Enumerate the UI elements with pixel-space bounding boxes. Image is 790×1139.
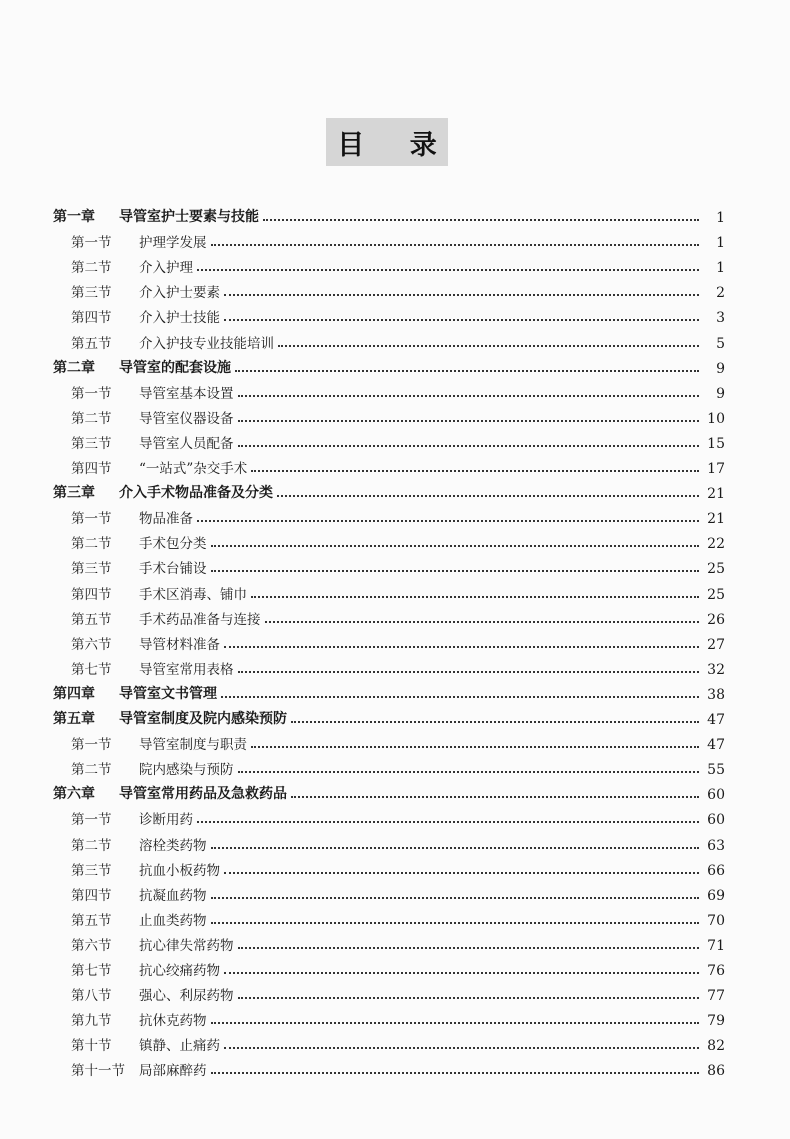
toc-page-number: 76: [707, 963, 725, 979]
toc-entry-title: 介入手术物品准备及分类: [119, 485, 273, 502]
toc-page-number: 32: [707, 661, 725, 678]
toc-section-row[interactable]: [71, 1004, 725, 1029]
toc-entry-title: 导管室文书管理: [119, 685, 217, 702]
toc-page-number: 21: [707, 486, 725, 503]
toc-dot-leader: [197, 519, 699, 522]
toc-entry-number: 第六节: [71, 937, 112, 954]
toc-entry-number: 第七节: [71, 661, 112, 678]
toc-page-number: 47: [707, 737, 725, 754]
toc-page-number: 25: [707, 561, 725, 578]
toc-page-number: 69: [707, 887, 725, 904]
toc-entry-label: [71, 306, 220, 326]
toc-entry-title: “一站式”杂交手术: [139, 461, 248, 477]
toc-section-row[interactable]: [71, 452, 725, 477]
toc-entry-label: [53, 357, 231, 377]
toc-entry-number: 第十一节: [71, 1063, 125, 1080]
toc-entry-label: [71, 859, 220, 879]
toc-entry-title: 溶栓类药物: [139, 837, 207, 854]
toc-dot-leader: [238, 394, 700, 397]
toc-dot-leader: [251, 745, 699, 748]
toc-entry-title: 手术台铺设: [139, 561, 207, 578]
toc-section-row[interactable]: [71, 854, 725, 879]
toc-entry-number: 第三章: [53, 485, 95, 502]
toc-chapter-row[interactable]: [53, 703, 725, 728]
toc-entry-number: 第二节: [71, 837, 112, 854]
toc-dot-leader: [211, 1071, 700, 1074]
toc-entry-number: 第二节: [71, 762, 112, 779]
toc-section-row[interactable]: [71, 879, 725, 904]
toc-dot-leader: [224, 1046, 699, 1049]
toc-page-number: 86: [707, 1063, 725, 1080]
toc-entry-label: [71, 959, 220, 979]
toc-entry-label: [53, 708, 287, 728]
toc-page-number: 26: [707, 611, 725, 628]
toc-entry-title: 局部麻醉药: [139, 1063, 207, 1080]
toc-entry-label: [71, 256, 193, 276]
toc-entry-label: [71, 407, 234, 427]
toc-entry-number: 第八节: [71, 988, 112, 1005]
toc-entry-title: 介入护士技能: [139, 310, 220, 327]
toc-entry-label: [71, 1009, 207, 1029]
toc-section-row[interactable]: [71, 301, 725, 326]
toc-dot-leader: [238, 770, 700, 773]
toc-page-number: 1: [716, 210, 725, 226]
toc-dot-leader: [251, 595, 699, 598]
toc-dot-leader: [251, 469, 699, 472]
toc-section-row[interactable]: [71, 552, 725, 577]
toc-dot-leader: [221, 695, 699, 698]
toc-entry-title: 介入护士要素: [139, 285, 220, 302]
toc-page-number: 77: [707, 988, 725, 1005]
toc-dot-leader: [224, 871, 699, 874]
toc-dot-leader: [291, 795, 699, 798]
toc-section-row[interactable]: [71, 603, 725, 628]
toc-entry-label: [71, 608, 261, 628]
toc-entry-label: [71, 583, 247, 603]
toc-page-number: 66: [707, 862, 725, 879]
toc-entry-label: [71, 884, 207, 904]
toc-page-number: 71: [707, 937, 725, 954]
toc-dot-leader: [211, 544, 700, 547]
toc-entry-title: 手术区消毒、铺巾: [139, 586, 247, 603]
toc-entry-number: 第五节: [71, 611, 112, 628]
toc-section-row[interactable]: [71, 904, 725, 929]
toc-dot-leader: [291, 720, 699, 723]
toc-entry-number: 第一章: [53, 209, 95, 225]
toc-entry-label: [71, 808, 193, 828]
toc-entry-number: 第一节: [71, 511, 112, 528]
toc-entry-number: 第十节: [71, 1038, 112, 1055]
toc-section-row[interactable]: [71, 251, 725, 276]
toc-entry-title: 介入护技专业技能培训: [139, 335, 274, 352]
toc-entry-title: 导管室制度与职责: [139, 737, 247, 754]
toc-page-number: 15: [707, 435, 725, 452]
toc-entry-number: 第四章: [53, 685, 95, 702]
toc-entry-number: 第三节: [71, 435, 112, 452]
toc-entry-number: 第五章: [53, 711, 95, 727]
toc-dot-leader: [211, 569, 700, 572]
toc-chapter-row[interactable]: [53, 352, 725, 377]
toc-section-row[interactable]: [71, 829, 725, 854]
toc-entry-title: 诊断用药: [139, 812, 193, 829]
toc-page-number: 3: [716, 310, 725, 327]
toc-page-number: 5: [716, 335, 725, 352]
toc-entry-number: 第三节: [71, 561, 112, 578]
toc-title-box: [326, 118, 455, 166]
toc-dot-leader: [224, 971, 699, 974]
toc-dot-leader: [211, 1021, 700, 1024]
toc-page-number: 60: [707, 787, 725, 804]
toc-entry-title: 导管室人员配备: [139, 435, 234, 452]
toc-dot-leader: [224, 293, 699, 296]
toc-section-row[interactable]: [71, 276, 725, 301]
toc-page-number: 55: [707, 762, 725, 779]
toc-dot-leader: [238, 444, 700, 447]
toc-entry-number: 第一节: [71, 235, 112, 252]
toc-section-row[interactable]: [71, 929, 725, 954]
toc-entry-title: 手术包分类: [139, 536, 207, 553]
toc-entry-number: 第二节: [71, 410, 112, 427]
toc-entry-label: [71, 382, 234, 402]
toc-page-number: 22: [707, 536, 725, 553]
toc-section-row[interactable]: [71, 979, 725, 1004]
toc-entry-number: 第九节: [71, 1013, 112, 1030]
toc-section-row[interactable]: [71, 226, 725, 251]
toc-entry-label: [71, 457, 247, 477]
toc-entry-number: 第四节: [71, 887, 112, 904]
toc-section-row[interactable]: [71, 1029, 725, 1054]
toc-page-number: 9: [716, 385, 725, 402]
toc-page-number: 2: [716, 285, 725, 302]
toc-entry-label: [71, 658, 234, 678]
toc-dot-leader: [238, 996, 700, 999]
toc-entry-number: 第一节: [71, 385, 112, 402]
toc-section-row[interactable]: [71, 628, 725, 653]
toc-dot-leader: [224, 318, 699, 321]
toc-dot-leader: [263, 218, 699, 221]
toc-dot-leader: [211, 846, 700, 849]
toc-entry-number: 第三节: [71, 285, 112, 302]
toc-dot-leader: [238, 670, 700, 673]
toc-page-number: 70: [707, 912, 725, 929]
toc-page-number: 47: [707, 712, 725, 728]
toc-section-row[interactable]: [71, 402, 725, 427]
toc-chapter-row[interactable]: [53, 201, 725, 226]
toc-section-row[interactable]: [71, 578, 725, 603]
toc-entry-number: 第二章: [53, 359, 95, 376]
toc-entry-label: [71, 1034, 220, 1054]
toc-entry-label: [71, 909, 207, 929]
toc-page-number: 82: [707, 1038, 725, 1055]
toc-entry-label: [71, 834, 207, 854]
toc-entry-title: 抗凝血药物: [139, 887, 207, 904]
toc-entry-title: 止血类药物: [139, 912, 207, 929]
toc-entry-title: 导管室仪器设备: [139, 410, 234, 427]
toc-entry-number: 第一节: [71, 812, 112, 829]
toc-entry-label: [53, 683, 217, 703]
toc-page-number: 38: [707, 686, 725, 703]
toc-entry-title: 物品准备: [139, 511, 193, 528]
toc-entry-label: [71, 758, 234, 778]
toc-entry-title: 手术药品准备与连接: [139, 611, 261, 628]
toc-page-number: 27: [707, 636, 725, 653]
toc-entry-label: [53, 783, 287, 803]
toc-entry-title: 镇静、止痛药: [139, 1038, 220, 1055]
toc-entry-label: [71, 733, 247, 753]
toc-entry-title: 导管室常用药品及急救药品: [119, 786, 287, 803]
toc-section-row[interactable]: [71, 954, 725, 979]
toc-page-number: 79: [707, 1013, 725, 1030]
toc-dot-leader: [211, 896, 700, 899]
toc-dot-leader: [224, 645, 699, 648]
toc-page-number: 9: [716, 360, 725, 377]
toc-page-number: 1: [716, 260, 725, 277]
toc-entry-label: [71, 507, 193, 527]
toc-entry-label: [71, 332, 274, 352]
toc-entry-title: 介入护理: [139, 260, 193, 277]
toc-entry-title: 抗心律失常药物: [139, 937, 234, 954]
toc-section-row[interactable]: [71, 502, 725, 527]
toc-section-row[interactable]: [71, 753, 725, 778]
toc-chapter-row[interactable]: [53, 678, 725, 703]
toc-section-row[interactable]: [71, 377, 725, 402]
toc-entry-number: 第七节: [71, 963, 112, 979]
toc-entry-label: [71, 934, 234, 954]
toc-entry-label: [71, 432, 234, 452]
toc-section-row[interactable]: [71, 803, 725, 828]
toc-entry-label: [71, 281, 220, 301]
toc-dot-leader: [211, 921, 700, 924]
toc-page-number: 63: [707, 837, 725, 854]
toc-dot-leader: [277, 494, 699, 497]
toc-entry-title: 导管材料准备: [139, 636, 220, 653]
toc-page-number: 60: [707, 812, 725, 829]
toc-section-row[interactable]: [71, 653, 725, 678]
toc-entry-number: 第四节: [71, 461, 112, 477]
toc-dot-leader: [238, 946, 700, 949]
toc-entry-number: 第五节: [71, 912, 112, 929]
toc-dot-leader: [238, 419, 700, 422]
toc-entry-number: 第二节: [71, 260, 112, 277]
toc-entry-number: 第二节: [71, 536, 112, 553]
toc-entry-title: 护理学发展: [139, 235, 207, 252]
toc-entry-label: [71, 1059, 207, 1079]
toc-entry-label: [53, 206, 259, 226]
toc-section-row[interactable]: [71, 327, 725, 352]
toc-entry-title: 抗心绞痛药物: [139, 963, 220, 979]
toc-entry-title: 导管室基本设置: [139, 385, 234, 402]
toc-entry-label: [71, 557, 207, 577]
toc-entry-label: [71, 633, 220, 653]
toc-chapter-row[interactable]: [53, 477, 725, 502]
toc-dot-leader: [197, 268, 699, 271]
toc-page-number: 10: [707, 410, 725, 427]
toc-entry-label: [71, 231, 207, 251]
toc-entry-title: 导管室的配套设施: [119, 359, 231, 376]
toc-entry-label: [71, 532, 207, 552]
toc-page-number: 25: [707, 586, 725, 603]
toc-entry-title: 抗血小板药物: [139, 862, 220, 879]
toc-section-row[interactable]: [71, 728, 725, 753]
toc-entry-title: 导管室常用表格: [139, 661, 234, 678]
toc-section-row[interactable]: [71, 527, 725, 552]
toc-dot-leader: [211, 243, 700, 246]
toc-entry-label: [71, 984, 234, 1004]
toc-page-number: 21: [707, 511, 725, 528]
toc-dot-leader: [265, 620, 700, 623]
toc-entry-number: 第四节: [71, 310, 112, 327]
toc-entry-number: 第六章: [53, 786, 95, 803]
toc-entry-title: 院内感染与预防: [139, 762, 234, 779]
toc-entry-title: 抗休克药物: [139, 1013, 207, 1030]
toc-title: 目 录: [337, 129, 455, 161]
toc-chapter-row[interactable]: [53, 778, 725, 803]
toc-entry-title: 强心、利尿药物: [139, 988, 234, 1005]
toc-entry-label: [53, 482, 273, 502]
toc-entry-number: 第四节: [71, 586, 112, 603]
toc-page-number: 1: [716, 235, 725, 252]
toc-entry-number: 第三节: [71, 862, 112, 879]
toc-entry-number: 第一节: [71, 737, 112, 754]
toc-dot-leader: [278, 344, 699, 347]
toc-entry-number: 第五节: [71, 335, 112, 352]
toc-entry-title: 导管室制度及院内感染预防: [119, 711, 287, 727]
toc-dot-leader: [235, 369, 699, 372]
toc-dot-leader: [197, 820, 699, 823]
toc-section-row[interactable]: [71, 427, 725, 452]
toc-page-number: 17: [707, 461, 725, 477]
toc-section-row[interactable]: [71, 1054, 725, 1079]
toc-entry-title: 导管室护士要素与技能: [119, 209, 259, 225]
toc-entry-number: 第六节: [71, 636, 112, 653]
